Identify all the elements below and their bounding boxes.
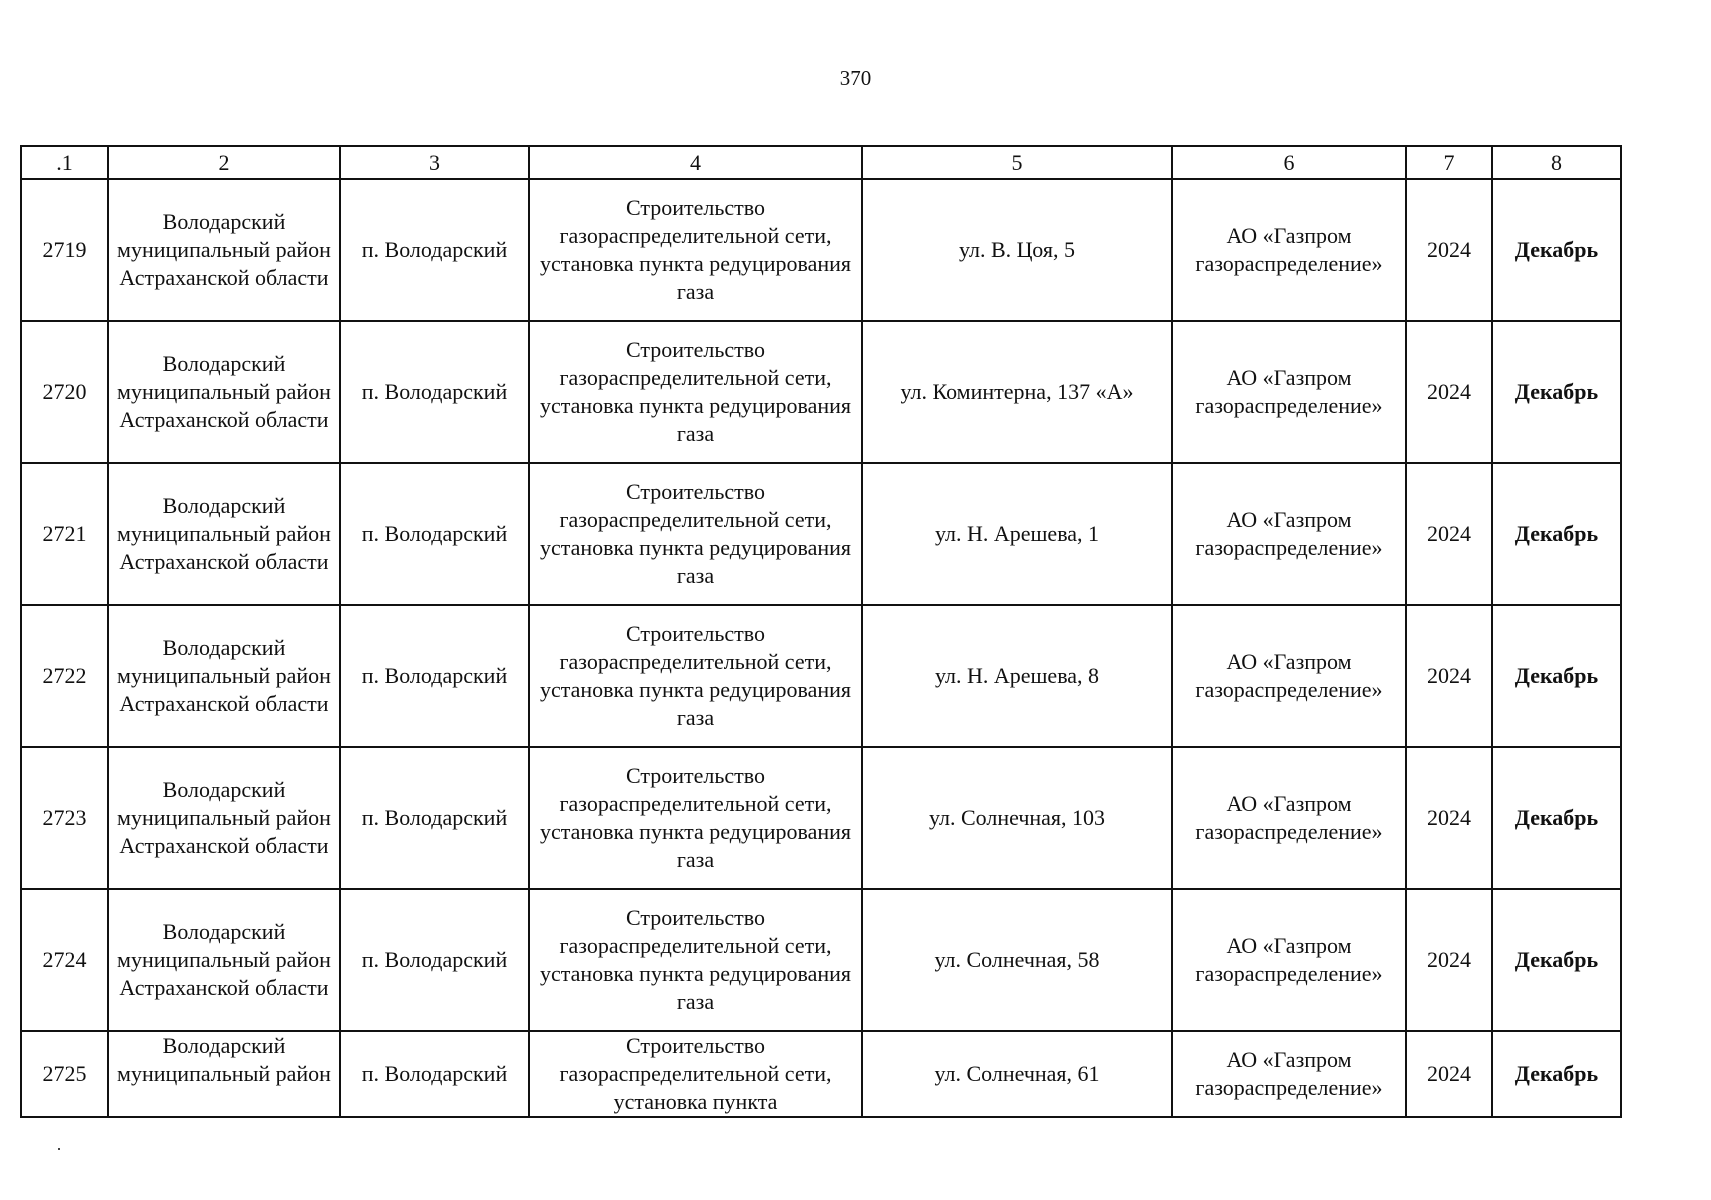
work-cell: Строительство газораспределительной сети, установка пункта редуцирования газа — [529, 463, 862, 605]
address-cell: ул. Солнечная, 58 — [862, 889, 1172, 1031]
month-cell: Декабрь — [1492, 747, 1621, 889]
settlement-cell: п. Володарский — [340, 605, 529, 747]
month-cell: Декабрь — [1492, 1031, 1621, 1117]
settlement-cell: п. Володарский — [340, 1031, 529, 1117]
work-cell: Строительство газораспределительной сети, установка пункта редуцирования газа — [529, 179, 862, 321]
work-cell: Строительство газораспределительной сети, установка пункта редуцирования газа — [529, 747, 862, 889]
work-cell: Строительство газораспределительной сети, установка пункта — [529, 1031, 862, 1117]
table-row — [21, 463, 1621, 605]
year-cell: 2024 — [1406, 179, 1492, 321]
header-cell: 3 — [340, 146, 529, 179]
address-cell: ул. Коминтерна, 137 «А» — [862, 321, 1172, 463]
year-cell: 2024 — [1406, 605, 1492, 747]
organization-cell: АО «Газпром газораспределение» — [1172, 747, 1406, 889]
organization-cell: АО «Газпром газораспределение» — [1172, 605, 1406, 747]
month-cell: Декабрь — [1492, 605, 1621, 747]
header-cell: .1 — [21, 146, 108, 179]
work-cell: Строительство газораспределительной сети, установка пункта редуцирования газа — [529, 321, 862, 463]
settlement-cell: п. Володарский — [340, 463, 529, 605]
header-cell: 7 — [1406, 146, 1492, 179]
address-cell: ул. Н. Арешева, 1 — [862, 463, 1172, 605]
organization-cell: АО «Газпром газораспределение» — [1172, 463, 1406, 605]
address-cell: ул. В. Цоя, 5 — [862, 179, 1172, 321]
row-number-cell: 2722 — [21, 605, 108, 747]
work-cell: Строительство газораспределительной сети, установка пункта редуцирования газа — [529, 605, 862, 747]
year-cell: 2024 — [1406, 463, 1492, 605]
header-cell: 6 — [1172, 146, 1406, 179]
header-cell: 8 — [1492, 146, 1621, 179]
year-cell: 2024 — [1406, 1031, 1492, 1117]
table-row — [21, 321, 1621, 463]
year-cell: 2024 — [1406, 321, 1492, 463]
table-header-row — [21, 146, 1621, 179]
table-row — [21, 747, 1621, 889]
table-row — [21, 889, 1621, 1031]
works-table — [20, 145, 1622, 1118]
settlement-cell: п. Володарский — [340, 179, 529, 321]
row-number-cell: 2720 — [21, 321, 108, 463]
header-cell: 2 — [108, 146, 340, 179]
table-row — [21, 1031, 1621, 1117]
address-cell: ул. Солнечная, 103 — [862, 747, 1172, 889]
organization-cell: АО «Газпром газораспределение» — [1172, 179, 1406, 321]
district-cell: Володарский муниципальный район Астраханской области — [108, 605, 340, 747]
organization-cell: АО «Газпром газораспределение» — [1172, 1031, 1406, 1117]
district-cell: Володарский муниципальный район Астраханской области — [108, 463, 340, 605]
year-cell: 2024 — [1406, 889, 1492, 1031]
row-number-cell: 2723 — [21, 747, 108, 889]
district-cell: Володарский муниципальный район Астраханской области — [108, 889, 340, 1031]
settlement-cell: п. Володарский — [340, 889, 529, 1031]
row-number-cell: 2725 — [21, 1031, 108, 1117]
district-cell: Володарский муниципальный район Астраханской области — [108, 179, 340, 321]
month-cell: Декабрь — [1492, 321, 1621, 463]
row-number-cell: 2719 — [21, 179, 108, 321]
settlement-cell: п. Володарский — [340, 747, 529, 889]
address-cell: ул. Солнечная, 61 — [862, 1031, 1172, 1117]
month-cell: Декабрь — [1492, 463, 1621, 605]
scan-speck — [58, 1148, 60, 1150]
row-number-cell: 2724 — [21, 889, 108, 1031]
header-cell: 5 — [862, 146, 1172, 179]
organization-cell: АО «Газпром газораспределение» — [1172, 889, 1406, 1031]
district-cell: Володарский муниципальный район — [108, 1031, 340, 1117]
page-number: 370 — [839, 66, 872, 90]
work-cell: Строительство газораспределительной сети, установка пункта редуцирования газа — [529, 889, 862, 1031]
table-row — [21, 179, 1621, 321]
month-cell: Декабрь — [1492, 889, 1621, 1031]
district-cell: Володарский муниципальный район Астраханской области — [108, 321, 340, 463]
district-cell: Володарский муниципальный район Астраханской области — [108, 747, 340, 889]
row-number-cell: 2721 — [21, 463, 108, 605]
header-cell: 4 — [529, 146, 862, 179]
year-cell: 2024 — [1406, 747, 1492, 889]
address-cell: ул. Н. Арешева, 8 — [862, 605, 1172, 747]
month-cell: Декабрь — [1492, 179, 1621, 321]
table-row — [21, 605, 1621, 747]
settlement-cell: п. Володарский — [340, 321, 529, 463]
organization-cell: АО «Газпром газораспределение» — [1172, 321, 1406, 463]
